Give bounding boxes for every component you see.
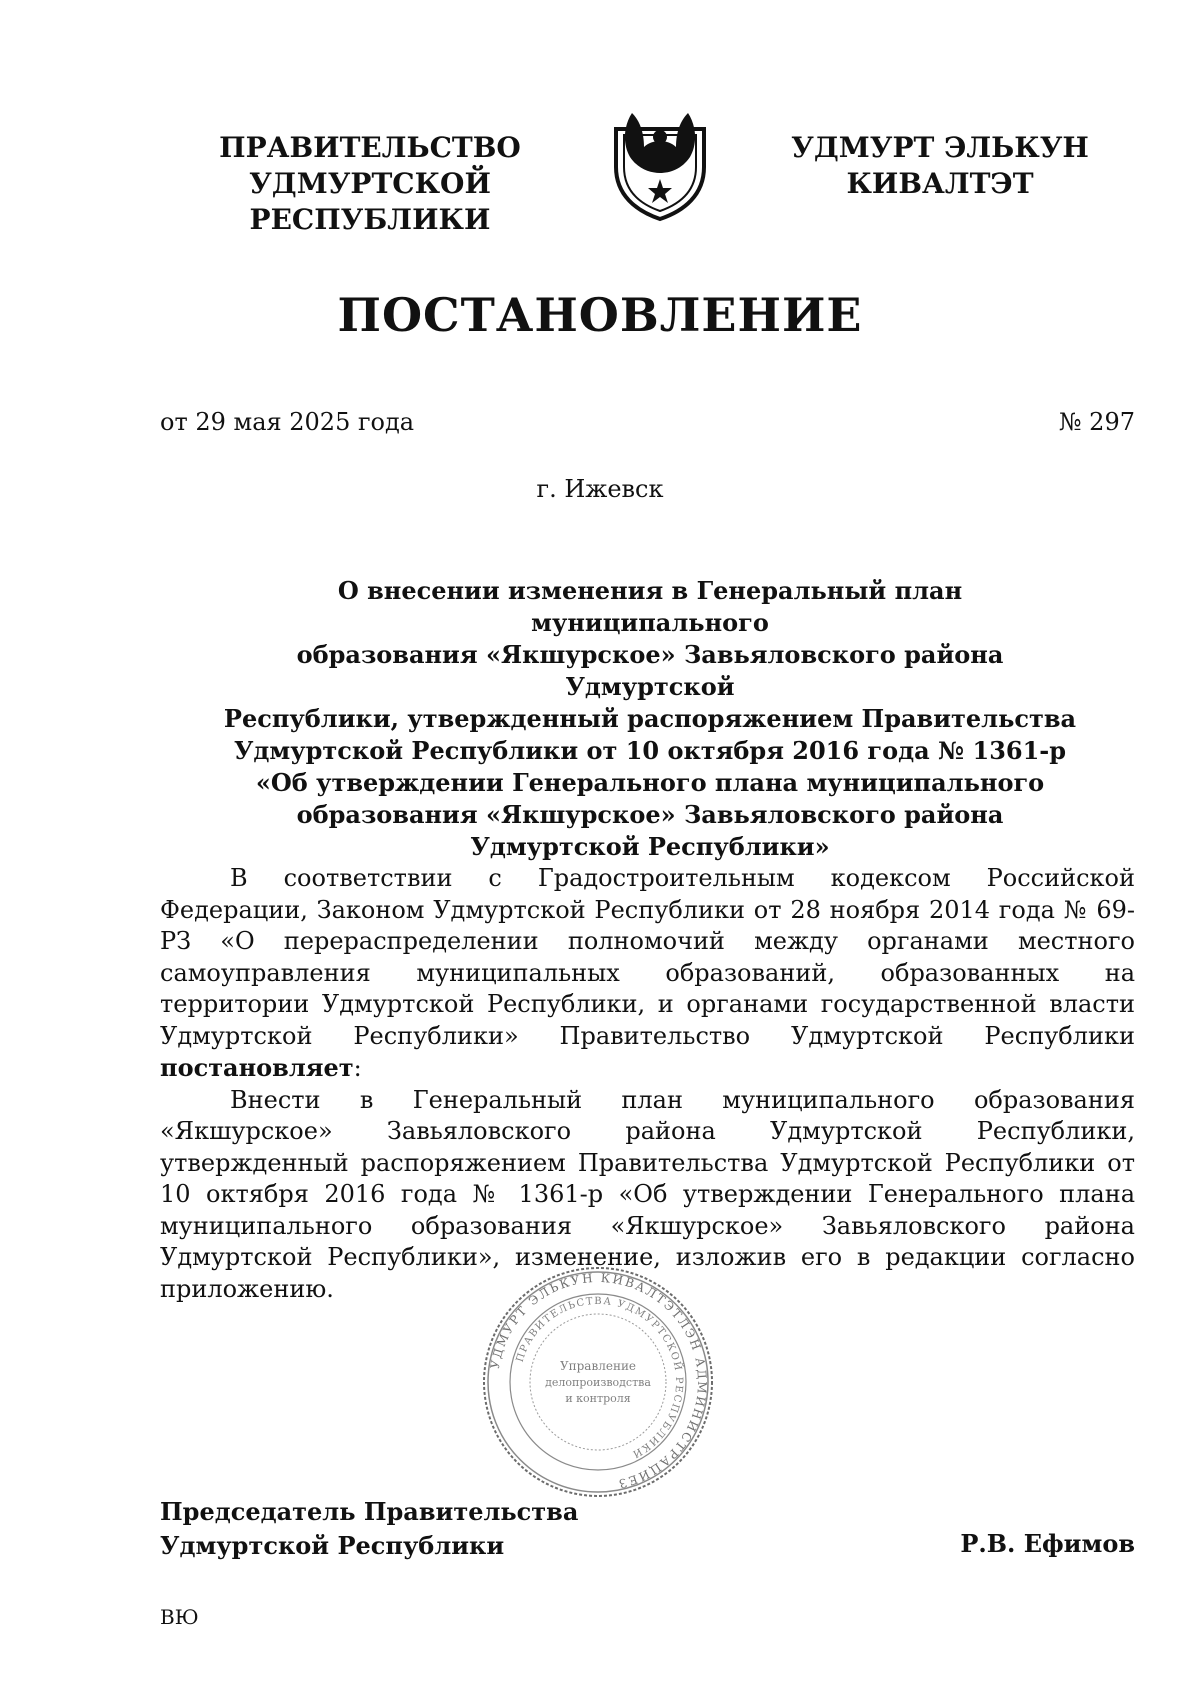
signer-title [160, 1495, 578, 1563]
header-right-block [790, 130, 1090, 202]
body-p1-text: В соответствии с Градостроительным кодексом Российской Федерации, Законом Удмуртской Республики от 28 ноября 2014 года № 69-РЗ «О перераспределении полномочий между органами местного самоуправления муниципальных образований, образованных на территории Удмуртской Республики, и органами государственной власти Удмуртской Республики» Правительство Удмуртской Республики [160, 864, 1135, 1050]
subject-line: образования «Якшурское» Завьяловского района [296, 800, 1004, 829]
subject-line: Удмуртской Республики» [470, 832, 830, 861]
subject-line: Удмуртской Республики от 10 октября 2016 года № 1361-р [233, 736, 1067, 765]
header-right-line2: КИВАЛТЭТ [846, 167, 1034, 200]
seal-center-line1: Управление [559, 1359, 637, 1373]
body-p1-keyword: постановляет [160, 1053, 354, 1082]
document-body [160, 863, 1135, 1305]
header-left-line2: УДМУРТСКОЙ РЕСПУБЛИКИ [249, 167, 491, 236]
body-p1-end: : [353, 1054, 362, 1082]
document-type-title: ПОСТАНОВЛЕНИЕ [337, 288, 863, 342]
official-seal-icon [478, 1262, 718, 1502]
udmurt-emblem-icon [604, 103, 716, 223]
signer-title-line2: Удмуртской Республики [160, 1531, 505, 1560]
seal-center-line3: и контроля [565, 1392, 631, 1405]
seal-inner-text: ПРАВИТЕЛЬСТВА УДМУРТСКОЙ РЕСПУБЛИКИ [514, 1295, 685, 1460]
document-city: г. Ижевск [536, 475, 664, 503]
subject-line: Республики, утвержденный распоряжением Правительства [223, 704, 1077, 733]
header-left-line1: ПРАВИТЕЛЬСТВО [219, 131, 521, 164]
seal-outer-text: УДМУРТ ЭЛЬКУН КИВАЛТЭТЛЭН АДМИНИСТРАЦИЕЗ [487, 1270, 710, 1492]
document-subject [215, 575, 1085, 863]
seal-center-line2: делопроизводства [545, 1376, 651, 1389]
document-number: № 297 [1058, 408, 1135, 436]
header-right-line1: УДМУРТ ЭЛЬКУН [791, 131, 1089, 164]
body-paragraph-2: Внести в Генеральный план муниципального образования «Якшурское» Завьяловского района Удмуртской Республики, утвержденный распоряжением Правительства Удмуртской Республики от 10 октября 2016 года № 1361-р «Об утверждении Генерального плана муниципального образования «Якшурское» Завьяловского района Удмуртской Республики», изменение, изложив его в редакции согласно приложению. [160, 1085, 1135, 1303]
subject-line: «Об утверждении Генерального плана муниципального [255, 768, 1045, 797]
document-date: от 29 мая 2025 года [160, 408, 415, 436]
subject-line: О внесении изменения в Генеральный план муниципального [337, 576, 963, 637]
signer-title-line1: Председатель Правительства [160, 1497, 579, 1526]
signer-name: Р.В. Ефимов [960, 1529, 1135, 1558]
header-left-block [150, 130, 590, 238]
body-paragraph-1 [160, 863, 1135, 1085]
executor-initials: ВЮ [160, 1605, 199, 1629]
subject-line: образования «Якшурское» Завьяловского района Удмуртской [296, 640, 1004, 701]
